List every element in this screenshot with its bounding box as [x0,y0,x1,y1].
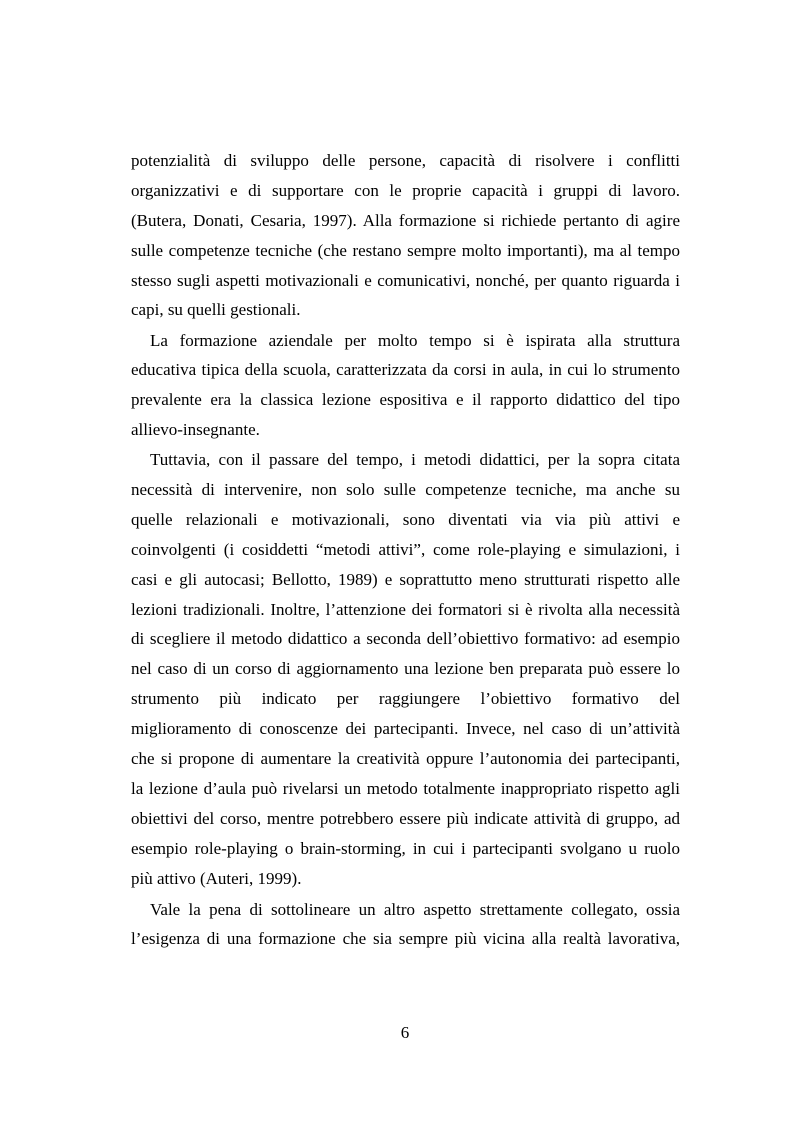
text-line: necessità di intervenire, non solo sulle competenze tecniche, ma anche su [131,480,680,499]
text-line: coinvolgenti (i cosiddetti “metodi attivi”, come role-playing e simulazioni, i [131,540,680,559]
text-line: capi, su quelli gestionali. [131,300,301,319]
text-line: che si propone di aumentare la creatività oppure l’autonomia dei partecipanti, [131,749,680,768]
text-line: più attivo (Auteri, 1999). [131,869,302,888]
text-line: nel caso di un corso di aggiornamento una lezione ben preparata può essere lo [131,659,680,678]
text-line: potenzialità di sviluppo delle persone, capacità di risolvere i conflitti [131,151,680,170]
text-line: (Butera, Donati, Cesaria, 1997). Alla formazione si richiede pertanto di agire [131,211,680,230]
text-line: Vale la pena di sottolineare un altro aspetto strettamente collegato, ossia [150,900,680,919]
text-line: lezioni tradizionali. Inoltre, l’attenzione dei formatori si è rivolta alla necessità [131,600,680,619]
text-line: quelle relazionali e motivazionali, sono diventati via via più attivi e [131,510,680,529]
text-line: esempio role-playing o brain-storming, in cui i partecipanti svolgano u ruolo [131,839,680,858]
text-line: casi e gli autocasi; Bellotto, 1989) e soprattutto meno strutturati rispetto alle [131,570,680,589]
text-line: prevalente era la classica lezione espositiva e il rapporto didattico del tipo [131,390,680,409]
text-line: organizzativi e di supportare con le proprie capacità i gruppi di lavoro. [131,181,680,200]
text-line: di scegliere il metodo didattico a seconda dell’obiettivo formativo: ad esempio [131,629,680,648]
page-number: 6 [400,1023,410,1042]
text-line: obiettivi del corso, mentre potrebbero essere più indicate attività di gruppo, ad [131,809,680,828]
text-line: stesso sugli aspetti motivazionali e comunicativi, nonché, per quanto riguarda i [131,271,680,290]
text-line: Tuttavia, con il passare del tempo, i metodi didattici, per la sopra citata [150,450,680,469]
text-line: la lezione d’aula può rivelarsi un metodo totalmente inappropriato rispetto agli [131,779,680,798]
text-line: sulle competenze tecniche (che restano sempre molto importanti), ma al tempo [131,241,680,260]
text-line: strumento più indicato per raggiungere l’obiettivo formativo del [131,689,680,708]
text-line: l’esigenza di una formazione che sia sempre più vicina alla realtà lavorativa, [131,929,680,948]
text-line: La formazione aziendale per molto tempo si è ispirata alla struttura [150,331,680,350]
text-line: allievo-insegnante. [131,420,260,439]
text-line: educativa tipica della scuola, caratterizzata da corsi in aula, in cui lo strumento [131,360,680,379]
text-line: miglioramento di conoscenze dei partecipanti. Invece, nel caso di un’attività [131,719,680,738]
